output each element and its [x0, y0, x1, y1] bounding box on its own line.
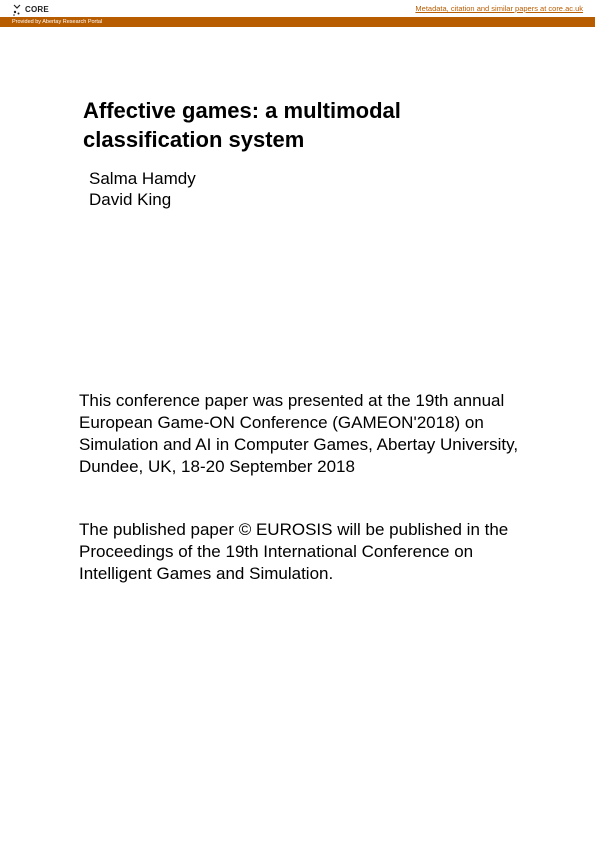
- core-metadata-link[interactable]: Metadata, citation and similar papers at core.ac.uk: [415, 4, 583, 13]
- paper-title: Affective games: a multimodal classification system: [83, 98, 401, 152]
- conference-presentation-statement: This conference paper was presented at the 19th annual European Game-ON Conference (GAMEON'2018) on Simulation and AI in Computer Games, Abertay University, Dundee, UK, 18-20 September 2018: [79, 391, 519, 476]
- author-name: Salma Hamdy: [89, 169, 196, 188]
- core-logo-icon: [12, 3, 22, 15]
- publication-statement: The published paper © EUROSIS will be published in the Proceedings of the 19th International Conference on Intelligent Games and Simulation.: [79, 520, 509, 583]
- author-list: [89, 168, 196, 210]
- core-logo-text: CORE: [25, 4, 49, 14]
- author-name: David King: [89, 190, 172, 209]
- provided-by-text[interactable]: Provided by Abertay Research Portal: [12, 19, 103, 25]
- core-header: [0, 0, 595, 17]
- provided-by-bar: [0, 17, 595, 27]
- core-logo[interactable]: [12, 2, 49, 16]
